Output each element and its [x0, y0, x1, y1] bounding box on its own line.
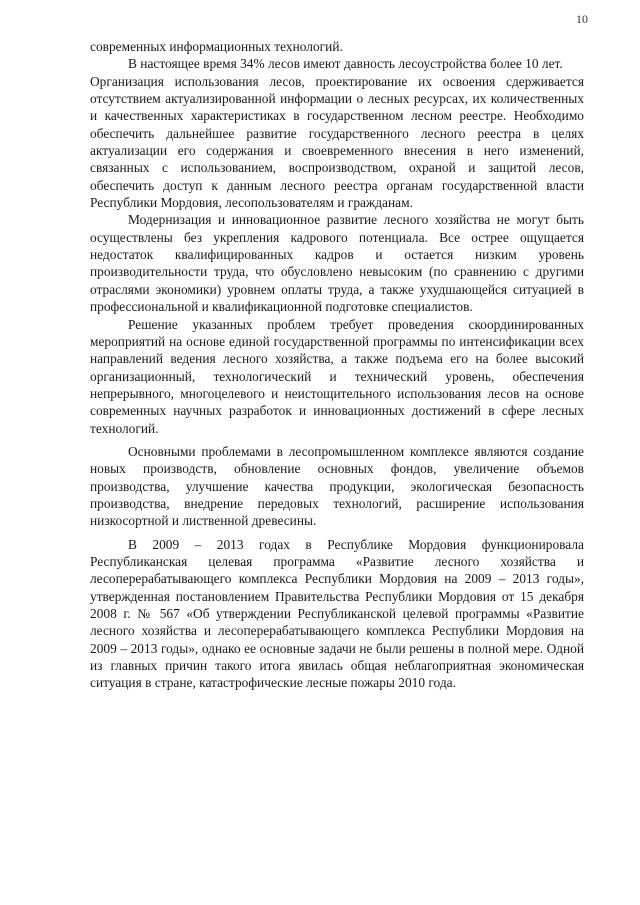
paragraph-continuation: современных информационных технологий.: [90, 39, 343, 54]
page-number: 10: [576, 12, 588, 26]
paragraph-target-program: В 2009 – 2013 годах в Республике Мордовия функционировала Республиканская целевая программа «Развитие лесного хозяйства и лесоперерабатывающего комплекса Республики Мордовия на 2009 – 2013 годы», утвержденная постановлением Правительства Республики Мордовия от 15 декабря 2008 г. № 567 «Об утверждении Республиканской целевой программы «Развитие лесного хозяйства и лесоперерабатывающего комплекса Республики Мордовия на 2009 – 2013 годы», однако ее основные задачи не были решены в полной мере. Одной из главных причин такого итога явилась общая неблагоприятная экономическая ситуация в стране, катастрофические лесные пожары 2010 года.: [90, 536, 584, 691]
paragraph-forest-inventory: В настоящее время 34% лесов имеют давность лесоустройства более 10 лет.: [128, 56, 563, 72]
paragraph-personnel: Модернизация и инновационное развитие лесного хозяйства не могут быть осуществлены без укрепления кадрового потенциала. Все острее ощущается недостаток квалифицированных кадров и остается низким уровень производительности труда, что обусловлено невысоким (по сравнению с другими отраслями экономики) уровнем оплаты труда, а также ухудшающейся ситуацией в профессиональной и квалификационной подготовке специалистов.: [90, 212, 584, 315]
paragraph-forest-registry: Организация использования лесов, проектирование их освоения сдерживается отсутствием актуализированной информации о лесных ресурсах, их количественных и качественных характеристиках в государственном лесном реестре. Необходимо обеспечить дальнейшее развитие государственного лесного реестра в целях актуализации его содержания и своевременного внесения в него изменений, связанных с использованием, воспроизводством, охраной и защитой лесов, обеспечить доступ к данным лесного реестра органам государственной власти Республики Мордовия, лесопользователям и гражданам.: [90, 73, 584, 211]
paragraph-industry-problems: Основными проблемами в лесопромышленном комплексе являются создание новых производств, обновление основных фондов, увеличение объемов производства, улучшение качества продукции, экологическая безопасность производства, внедрение передовых технологий, расширение использования низкосортной и лиственной древесины.: [90, 443, 584, 529]
document-body: [90, 38, 584, 692]
paragraph-solution: Решение указанных проблем требует проведения скоординированных мероприятий на основе единой государственной программы по интенсификации всех направлений ведения лесного хозяйства, а также подъема его на более высокий организационный, технологический и технический уровень, обеспечения непрерывного, многоцелевого и неистощительного использования лесов на основе современных научных разработок и инновационных достижений в сфере лесных технологий.: [90, 316, 584, 436]
